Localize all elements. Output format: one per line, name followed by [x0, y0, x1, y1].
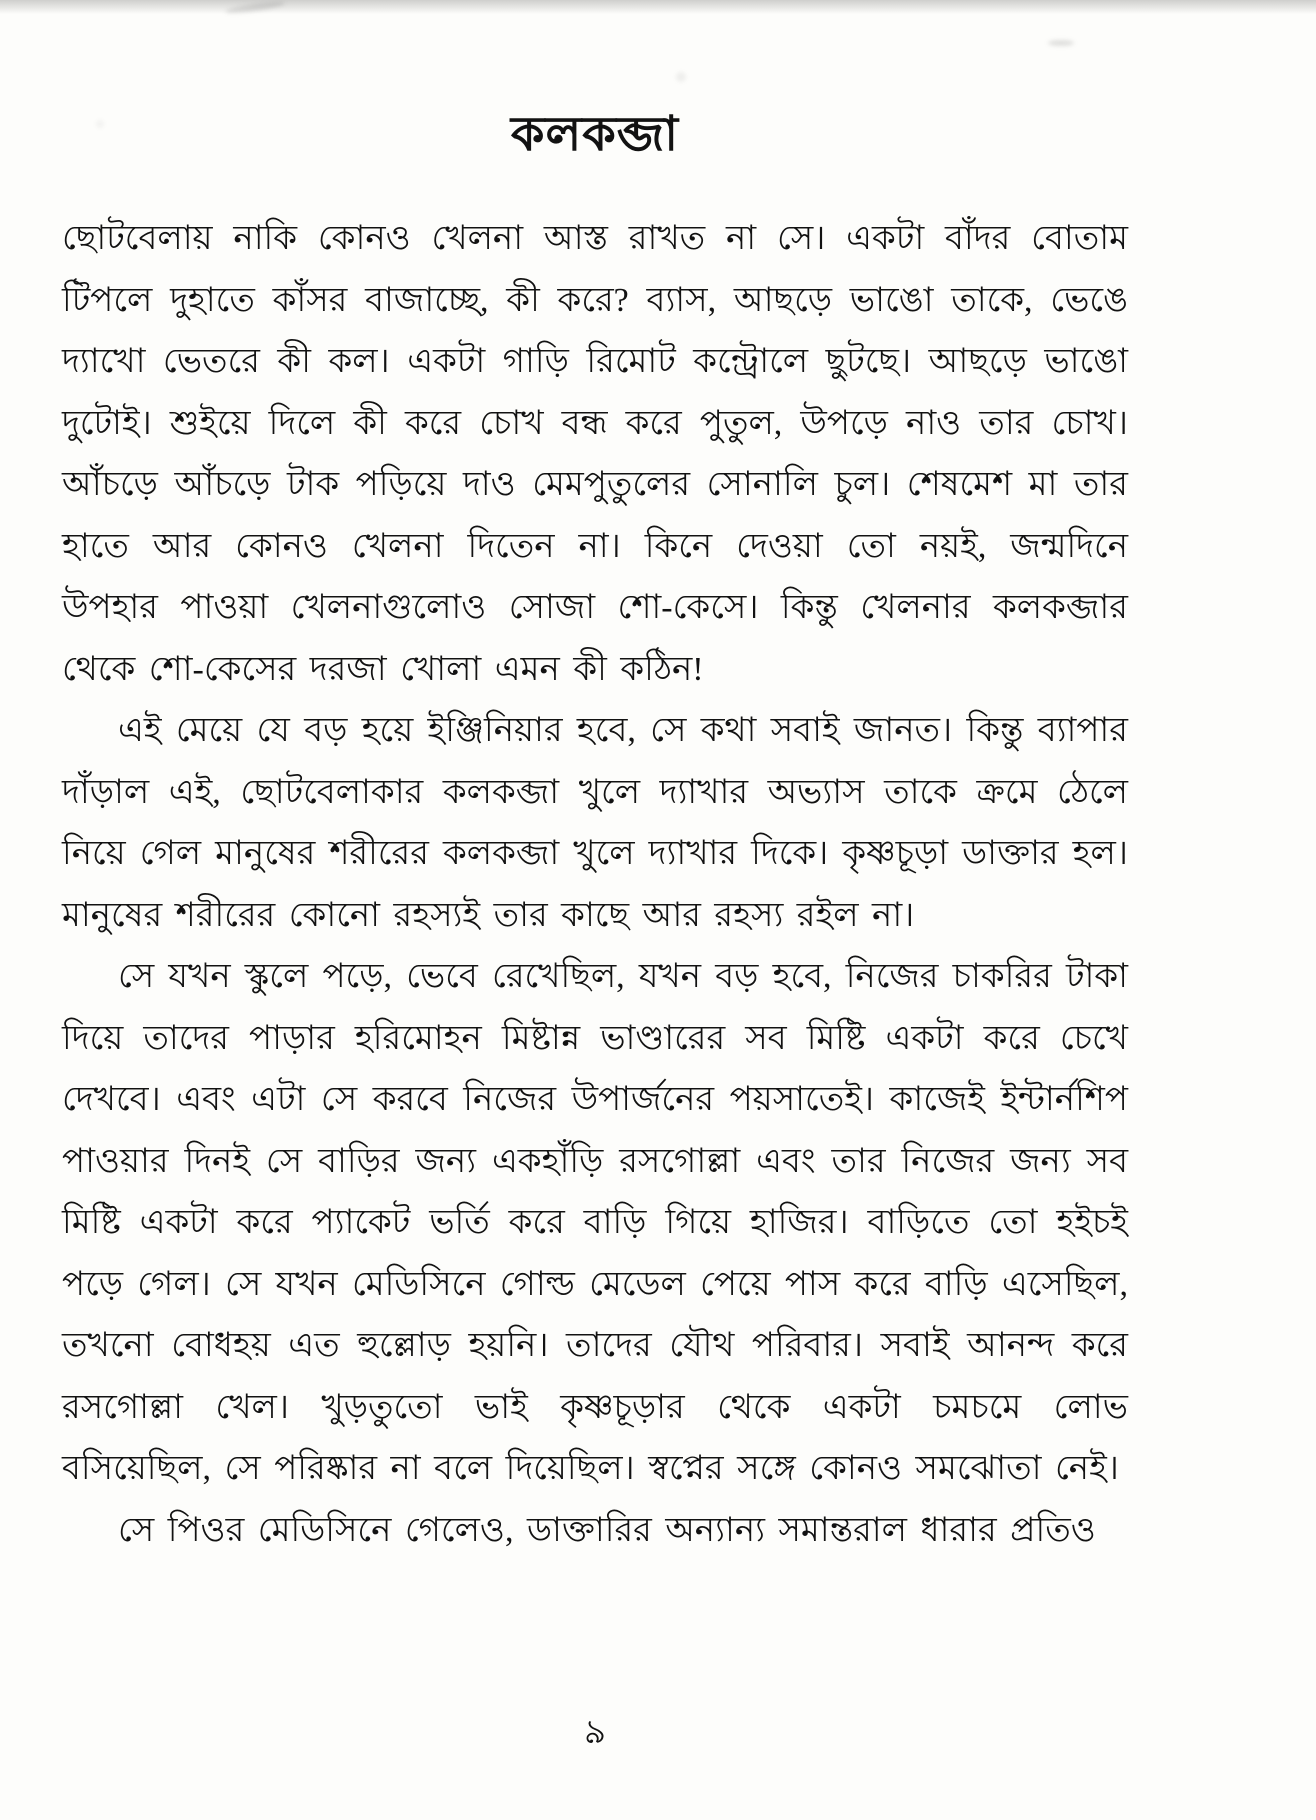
paragraph: ছোটবেলায় নাকি কোনও খেলনা আস্ত রাখত না সে। একটা বাঁদর বোতাম টিপলে দুহাতে কাঁসর বাজাচ্ছে, কী করে? ব্যাস, আছড়ে ভাঙো তাকে, ভেঙে দ্যাখো ভেতরে কী কল। একটা গাড়ি রিমোট কন্ট্রোলে ছুটছে। আছড়ে ভাঙো দুটোই। শুইয়ে দিলে কী করে চোখ বন্ধ করে পুতুল, উপড়ে নাও তার চোখ। আঁচড়ে আঁচড়ে টাক পড়িয়ে দাও মেমপুতুলের সোনালি চুল। শেষমেশ মা তার হাতে আর কোনও খেলনা দিতেন না। কিনে দেওয়া তো নয়ই, জন্মদিনে উপহার পাওয়া খেলনাগুলোও সোজা শো-কেসে। কিন্তু খেলনার কলকব্জার থেকে শো-কেসের দরজা খোলা এমন কী কঠিন! [62, 220, 1128, 688]
paragraph: সে যখন স্কুলে পড়ে, ভেবে রেখেছিল, যখন বড় হবে, নিজের চাকরির টাকা দিয়ে তাদের পাড়ার হরিমোহন মিষ্টান্ন ভাণ্ডারের সব মিষ্টি একটা করে চেখে দেখবে। এবং এটা সে করবে নিজের উপার্জনের পয়সাতেই। কাজেই ইন্টার্নশিপ পাওয়ার দিনই সে বাড়ির জন্য একহাঁড়ি রসগোল্লা এবং তার নিজের জন্য সব মিষ্টি একটা করে প্যাকেট ভর্তি করে বাড়ি গিয়ে হাজির। বাড়িতে তো হইচই পড়ে গেল। সে যখন মেডিসিনে গোল্ড মেডেল পেয়ে পাস করে বাড়ি এসেছিল, তখনো বোধহয় এত হুল্লোড় হয়নি। তাদের যৌথ পরিবার। সবাই আনন্দ করে রসগোল্লা খেল। খুড়তুতো ভাই কৃষ্ণচূড়ার থেকে একটা চমচমে লোভ বসিয়েছিল, সে পরিষ্কার না বলে দিয়েছিল। স্বপ্নের সঙ্গে কোনও সমঝোতা নেই। [62, 958, 1128, 1487]
paragraph: এই মেয়ে যে বড় হয়ে ইঞ্জিনিয়ার হবে, সে কথা সবাই জানত। কিন্তু ব্যাপার দাঁড়াল এই, ছোটবেলাকার কলকব্জা খুলে দ্যাখার অভ্যাস তাকে ক্রমে ঠেলে নিয়ে গেল মানুষের শরীরের কলকব্জা খুলে দ্যাখার দিকে। কৃষ্ণচূড়া ডাক্তার হল। মানুষের শরীরের কোনো রহস্যই তার কাছে আর রহস্য রইল না। [62, 712, 1128, 934]
scan-artifact [225, 0, 285, 15]
page-content [62, 98, 1128, 1561]
page-number: ৯ [583, 1714, 607, 1751]
scan-artifact [1048, 40, 1074, 46]
chapter-title: কলকব্জা [510, 108, 680, 161]
paragraph: সে পিওর মেডিসিনে গেলেও, ডাক্তারির অন্যান্য সমান্তরাল ধারার প্রতিও [118, 1511, 1096, 1549]
scan-artifact [676, 72, 686, 82]
body-text [62, 208, 1128, 1561]
